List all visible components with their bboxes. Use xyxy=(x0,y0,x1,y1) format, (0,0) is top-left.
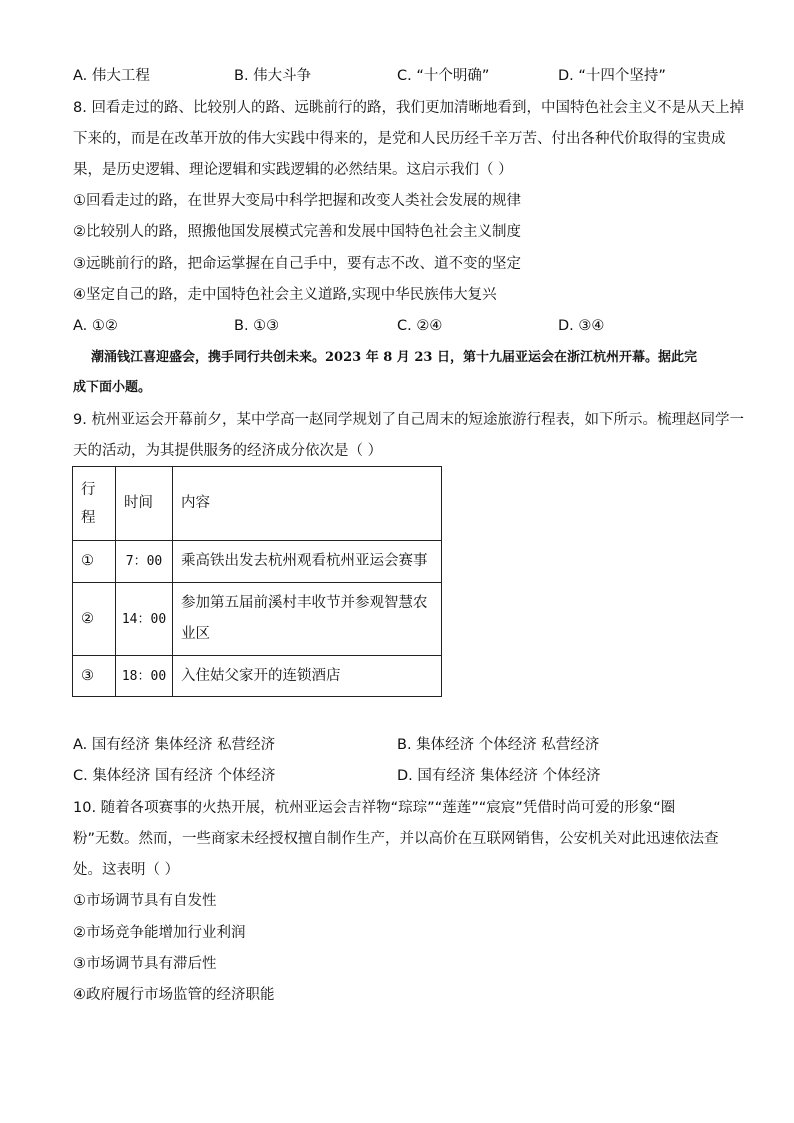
q10-statement: ②市场竞争能增加行业利润 xyxy=(73,925,246,941)
q8-statement: ①回看走过的路，在世界大变局中科学把握和改变人类社会发展的规律 xyxy=(73,193,521,209)
option-label: D. xyxy=(558,318,574,334)
table-row xyxy=(73,541,442,583)
option-label: A. xyxy=(73,68,88,84)
q8-stem-line: 8. 回看走过的路、比较别人的路、远眺前行的路，我们更加清晰地看到，中国特色社会主义不是从天上掉 xyxy=(73,100,744,116)
row-time: 7：00 xyxy=(116,541,173,583)
q8-option-d xyxy=(558,316,604,336)
q10-stem-line: 10. 随着各项赛事的火热开展，杭州亚运会吉祥物“琮琮”“莲莲”“宸宸”凭借时尚可爱的形象“圈 xyxy=(73,800,676,816)
option-text: ①② xyxy=(91,318,118,334)
q7-option-b xyxy=(234,66,311,86)
intro-line: 成下面小题。 xyxy=(73,380,152,395)
option-text: 集体经济 个体经济 私营经济 xyxy=(416,737,600,753)
q10-stem-line: 粉”无数。然而，一些商家未经授权擅自制作生产，并以高价在互联网销售，公安机关对此迅速依法查 xyxy=(73,831,719,847)
table-row xyxy=(73,656,442,697)
option-text: ③④ xyxy=(578,318,605,334)
intro-line: 潮涌钱江喜迎盛会，携手同行共创未来。2023 年 8 月 23 日，第十九届亚运会在浙江杭州开幕。据此完 xyxy=(91,350,697,365)
option-text: ①③ xyxy=(253,318,280,334)
q9-stem-line: 天的活动，为其提供服务的经济成分依次是（ ） xyxy=(73,443,383,459)
option-text: 国有经济 集体经济 私营经济 xyxy=(91,737,276,753)
row-number: ① xyxy=(73,541,116,583)
option-label: B. xyxy=(397,737,412,753)
option-label: B. xyxy=(234,68,249,84)
option-text: 伟大斗争 xyxy=(253,68,312,84)
option-text: 集体经济 国有经济 个体经济 xyxy=(92,768,276,784)
option-label: D. xyxy=(558,68,574,84)
q9-option-c xyxy=(73,766,276,786)
table-header-row xyxy=(73,467,442,541)
option-label: C. xyxy=(73,768,88,784)
option-label: A. xyxy=(73,318,88,334)
row-number: ③ xyxy=(73,656,116,697)
q8-stem-line: 果，是历史逻辑、理论逻辑和实践逻辑的必然结果。这启示我们（ ） xyxy=(73,162,513,178)
q8-stem-line: 下来的，而是在改革开放的伟大实践中得来的，是党和人民历经千辛万苦、付出各种代价取得的宝贵成 xyxy=(73,131,726,147)
row-content: 入住姑父家开的连锁酒店 xyxy=(173,656,442,697)
q8-option-a xyxy=(73,316,118,336)
header-cell-content: 内容 xyxy=(173,467,442,541)
q9-option-d xyxy=(397,766,601,786)
option-text: 伟大工程 xyxy=(91,68,150,84)
option-text: “十个明确” xyxy=(416,68,490,84)
q10-statement: ④政府履行市场监管的经济职能 xyxy=(73,987,275,1003)
q9-stem-line: 9. 杭州亚运会开幕前夕，某中学高一赵同学规划了自己周末的短途旅游行程表，如下所示。梳理赵同学一 xyxy=(73,412,744,428)
row-number: ② xyxy=(73,583,116,656)
option-text: ②④ xyxy=(416,318,443,334)
q9-option-b xyxy=(397,735,599,755)
option-label: A. xyxy=(73,737,88,753)
q8-option-b xyxy=(234,316,279,336)
header-text: 行 xyxy=(81,481,96,498)
q7-option-d xyxy=(558,66,666,86)
option-text: “十四个坚持” xyxy=(578,68,666,84)
row-time: 14：00 xyxy=(116,583,173,656)
option-text: 国有经济 集体经济 个体经济 xyxy=(417,768,601,784)
q7-option-c xyxy=(397,66,489,86)
row-content-line: 参加第五届前溪村丰收节并参观智慧农 xyxy=(181,595,428,611)
q10-stem-line: 处。这表明（ ） xyxy=(73,862,180,878)
header-text: 程 xyxy=(81,509,96,526)
option-label: C. xyxy=(397,318,412,334)
q8-statement: ③远眺前行的路，把命运掌握在自己手中，要有志不改、道不变的坚定 xyxy=(73,256,521,272)
row-content: 乘高铁出发去杭州观看杭州亚运会赛事 xyxy=(173,541,442,583)
row-time: 18：00 xyxy=(116,656,173,697)
option-label: D. xyxy=(397,768,413,784)
table-row xyxy=(73,583,442,656)
q8-option-c xyxy=(397,316,442,336)
itinerary-table xyxy=(72,466,442,697)
q9-option-a xyxy=(73,735,275,755)
q7-option-a xyxy=(73,66,150,86)
row-content-line: 业区 xyxy=(181,626,210,642)
q8-statement: ④坚定自己的路，走中国特色社会主义道路,实现中华民族伟大复兴 xyxy=(73,287,497,303)
row-content xyxy=(173,583,442,656)
header-cell-time: 时间 xyxy=(116,467,173,541)
option-label: C. xyxy=(397,68,412,84)
q8-statement: ②比较别人的路，照搬他国发展模式完善和发展中国特色社会主义制度 xyxy=(73,224,521,240)
header-cell-itinerary xyxy=(73,467,116,541)
q10-statement: ①市场调节具有自发性 xyxy=(73,893,217,909)
q10-statement: ③市场调节具有滞后性 xyxy=(73,956,217,972)
option-label: B. xyxy=(234,318,249,334)
